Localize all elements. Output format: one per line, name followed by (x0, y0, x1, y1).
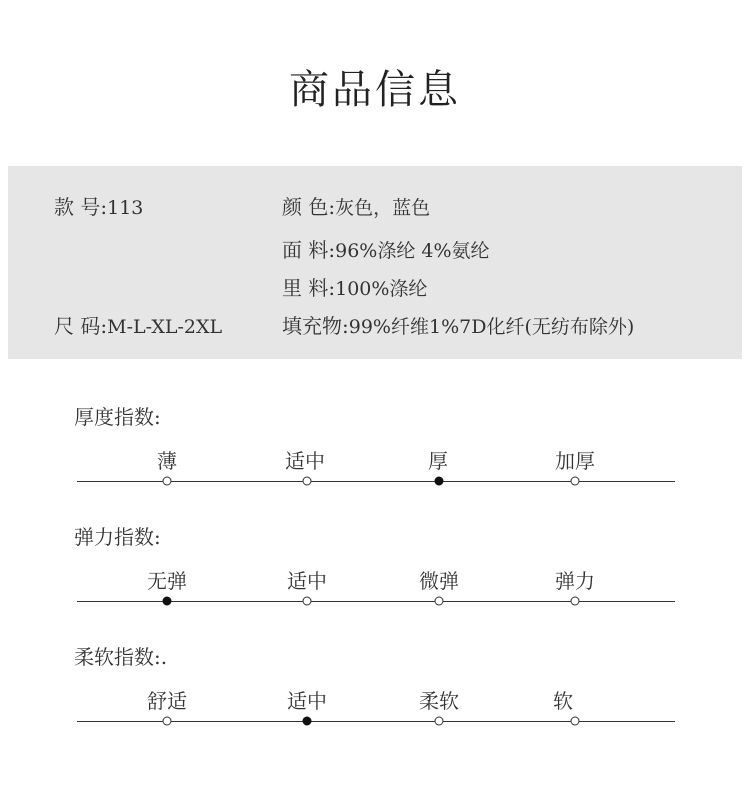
softness-dot-1 (163, 717, 172, 726)
thickness-dot-3 (435, 477, 444, 486)
elasticity-dot-3 (435, 597, 444, 606)
elasticity-option-1: 无弹 (147, 569, 187, 593)
softness-option-4: 软 (553, 689, 573, 713)
thickness-option-4: 加厚 (555, 449, 595, 473)
style-number-label: 款 号: (54, 195, 108, 219)
thickness-dot-1 (163, 477, 172, 486)
elasticity-dot-2 (303, 597, 312, 606)
style-number-value: 113 (107, 197, 144, 219)
lining-value: 100%涤纶 (335, 278, 428, 300)
softness-option-1: 舒适 (147, 689, 187, 713)
lining-label: 里 料: (282, 276, 336, 300)
softness-dot-4 (571, 717, 580, 726)
thickness-option-3: 厚 (428, 449, 448, 473)
size-field (54, 314, 222, 339)
softness-option-3: 柔软 (419, 689, 459, 713)
color-label: 颜 色: (282, 195, 336, 219)
page-title: 商品信息 (289, 67, 461, 113)
elasticity-dot-1 (163, 597, 172, 606)
lining-field (282, 276, 427, 301)
elasticity-option-4: 弹力 (555, 569, 595, 593)
filling-field (282, 314, 634, 339)
filling-label: 填充物: (282, 314, 349, 338)
style-number-field (54, 195, 143, 220)
softness-index-title: 柔软指数:. (74, 645, 168, 669)
thickness-dot-4 (571, 477, 580, 486)
filling-value: 99%纤维1%7D化纤(无纺布除外) (348, 316, 635, 338)
thickness-option-2: 适中 (285, 449, 325, 473)
color-field (282, 195, 430, 220)
thickness-index-title: 厚度指数: (74, 405, 161, 429)
color-value: 灰色，蓝色 (335, 197, 431, 219)
fabric-value: 96%涤纶 4%氨纶 (335, 240, 490, 262)
softness-dot-3 (435, 717, 444, 726)
thickness-dot-2 (303, 477, 312, 486)
softness-option-2: 适中 (287, 689, 327, 713)
elasticity-dot-4 (571, 597, 580, 606)
elasticity-option-3: 微弹 (419, 569, 459, 593)
elasticity-option-2: 适中 (287, 569, 327, 593)
size-label: 尺 码: (54, 314, 108, 338)
elasticity-index-title: 弹力指数: (74, 525, 161, 549)
softness-dot-2 (303, 717, 312, 726)
fabric-field (282, 238, 490, 263)
thickness-option-1: 薄 (157, 449, 177, 473)
fabric-label: 面 料: (282, 238, 336, 262)
size-value: M-L-XL-2XL (107, 316, 223, 338)
product-info-panel (8, 166, 742, 359)
